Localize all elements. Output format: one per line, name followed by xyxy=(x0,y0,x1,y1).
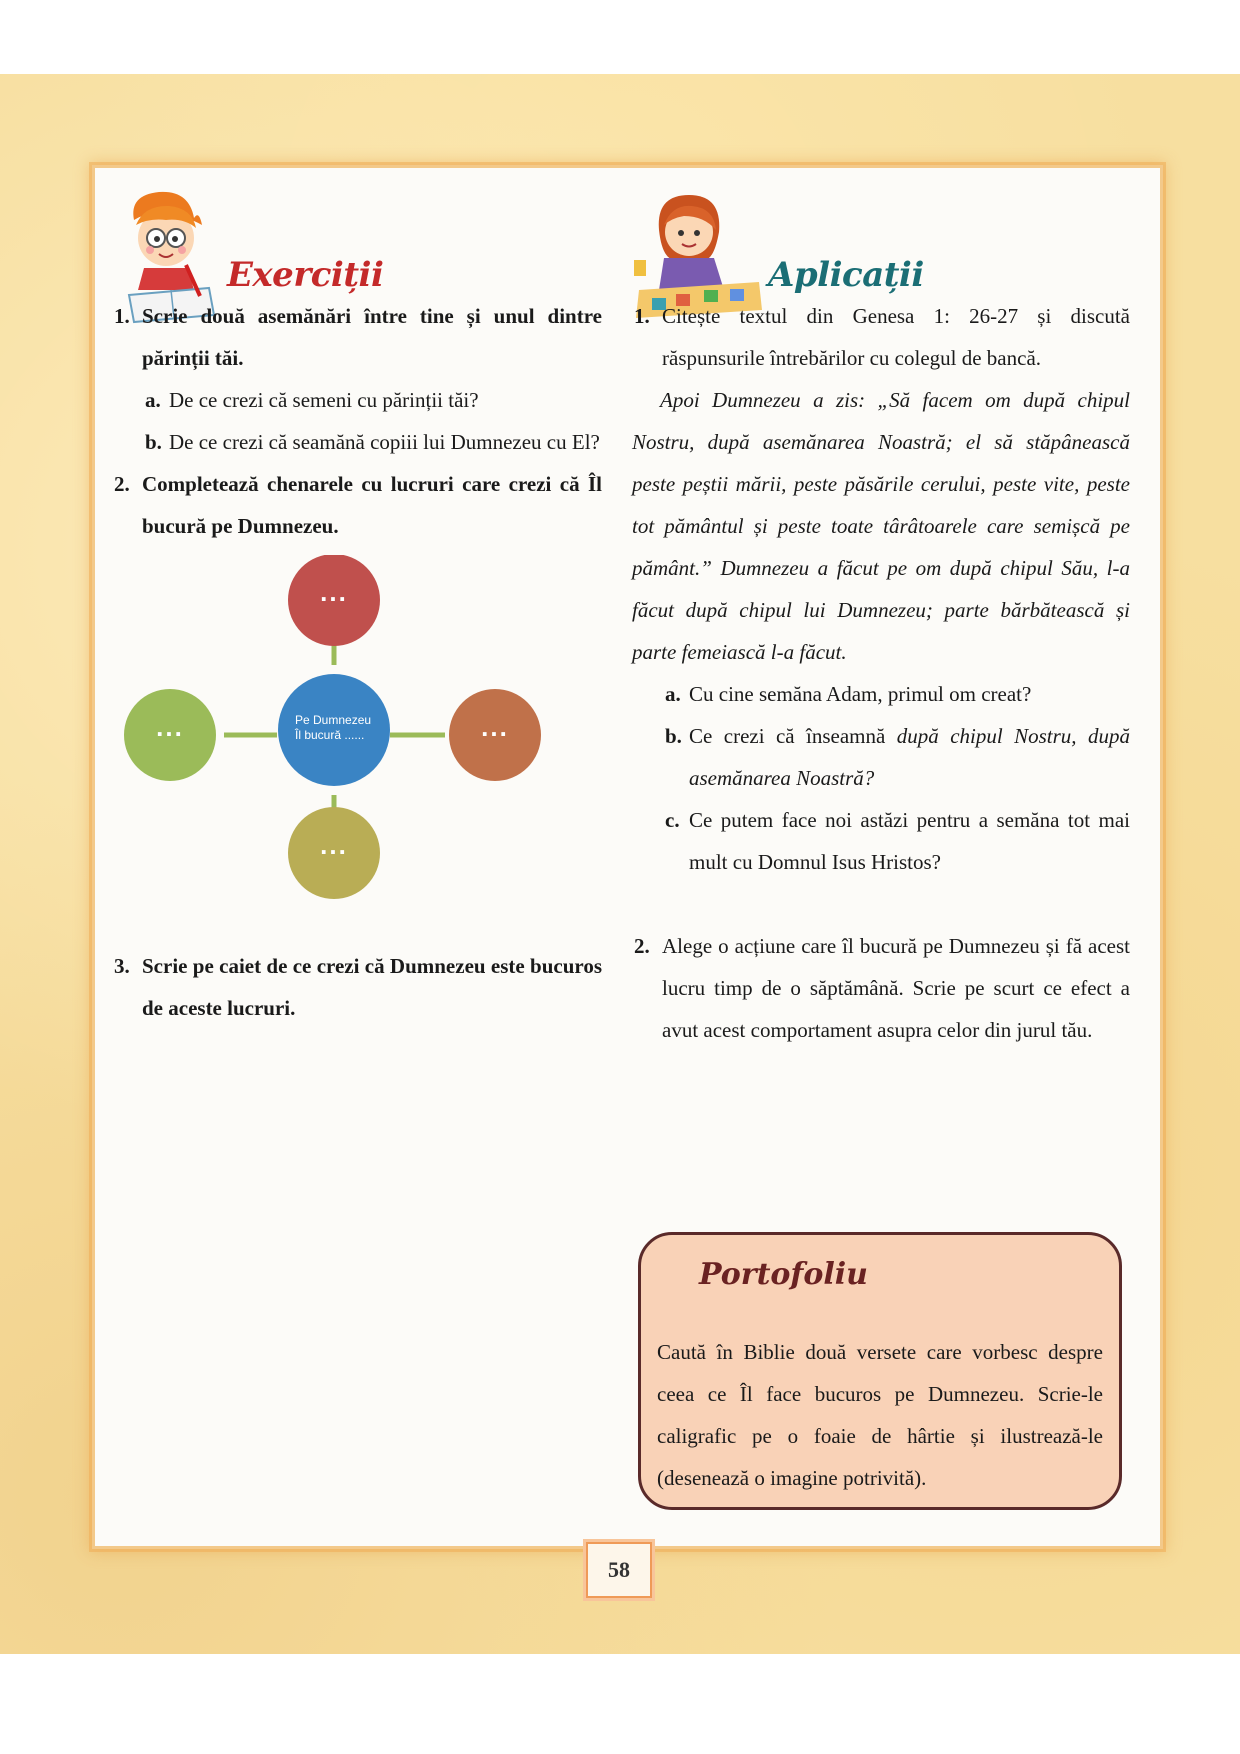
circle-right-placeholder[interactable]: ... xyxy=(481,712,509,742)
subitem-text: Ce crezi că înseamnă xyxy=(689,724,897,748)
subitem-letter: b. xyxy=(665,724,682,748)
subitem-letter: c. xyxy=(665,808,680,832)
portofoliu-title: Portofoliu xyxy=(699,1257,868,1292)
portofoliu-text: Caută în Biblie două versete care vorbesc despre ceea ce Îl face bucuros pe Dumnezeu. Scrie-le caligrafic pe o foaie de hârtie și ilustrează-le (desenează o imagine potrivită). xyxy=(657,1340,1103,1490)
application-subitem-a xyxy=(632,673,1130,715)
subitem-text: De ce crezi că semeni cu părinții tăi? xyxy=(169,388,479,412)
exercise-text: Scrie pe caiet de ce crezi că Dumnezeu este bucuros de aceste lucruri. xyxy=(142,954,602,1020)
exercise-item-1 xyxy=(112,295,602,379)
genesis-quote: Apoi Dumnezeu a zis: „Să facem om după chipul Nostru, după asemănarea Noastră; el să stăpânească peste peștii mării, peste păsările cerului, peste vite, peste tot pământul și peste toate târâtoarele care semișcă pe pământ.” Dumnezeu a făcut pe om după chipul Său, l-a făcut după chipul lui Dumnezeu; parte bărbătească și parte femeiască l-a făcut. xyxy=(632,388,1130,664)
subitem-letter: a. xyxy=(145,388,161,412)
page-number: 58 xyxy=(586,1542,652,1598)
center-line-1: Pe Dumnezeu xyxy=(295,713,372,727)
exercise-text: Completează chenarele cu lucruri care crezi că Îl bucură pe Dumnezeu. xyxy=(142,472,602,538)
aplicatii-section xyxy=(632,190,1130,1051)
application-item-2 xyxy=(632,925,1130,1051)
circle-bottom-placeholder[interactable]: ... xyxy=(320,830,348,860)
exercise-subitem-a xyxy=(112,379,602,421)
center-circle-label xyxy=(295,713,395,743)
subitem-text-italic: după chipul Nostru, după asemănarea Noastră? xyxy=(689,724,1130,790)
exercise-number: 3. xyxy=(114,954,130,978)
application-subitem-c xyxy=(632,799,1130,883)
application-text: Citește textul din Genesa 1: 26-27 și discută răspunsurile întrebărilor cu colegul de bancă. xyxy=(662,304,1130,370)
application-subitem-b xyxy=(632,715,1130,799)
exercitii-title: Exerciții xyxy=(227,255,384,295)
application-text: Alege o acțiune care îl bucură pe Dumnezeu și fă acest lucru timp de o săptămână. Scrie pe scurt ce efect a avut acest comportament asupra celor din jurul tău. xyxy=(662,934,1130,1042)
aplicatii-title: Aplicații xyxy=(768,255,924,295)
circle-top-placeholder[interactable]: ... xyxy=(320,577,348,607)
circle-left-placeholder[interactable]: ... xyxy=(156,712,184,742)
portofoliu-box xyxy=(638,1232,1122,1510)
center-line-2: Îl bucură ...... xyxy=(295,728,365,742)
subitem-text: Cu cine semăna Adam, primul om creat? xyxy=(689,682,1032,706)
mind-map-diagram xyxy=(112,555,602,945)
exercise-number: 2. xyxy=(114,472,130,496)
application-number: 1. xyxy=(634,304,650,328)
exercitii-section xyxy=(112,190,602,1029)
exercise-item-3 xyxy=(112,945,602,1029)
exercise-number: 1. xyxy=(114,304,130,328)
application-number: 2. xyxy=(634,934,650,958)
subitem-text: De ce crezi că seamănă copiii lui Dumnezeu cu El? xyxy=(169,430,600,454)
subitem-letter: a. xyxy=(665,682,681,706)
application-item-1 xyxy=(632,295,1130,379)
exercise-subitem-b xyxy=(112,421,602,463)
subitem-letter: b. xyxy=(145,430,162,454)
exercise-item-2 xyxy=(112,463,602,547)
subitem-text: Ce putem face noi astăzi pentru a semăna tot mai mult cu Domnul Isus Hristos? xyxy=(689,808,1130,874)
exercise-text: Scrie două asemănări între tine și unul dintre părinții tăi. xyxy=(142,304,602,370)
